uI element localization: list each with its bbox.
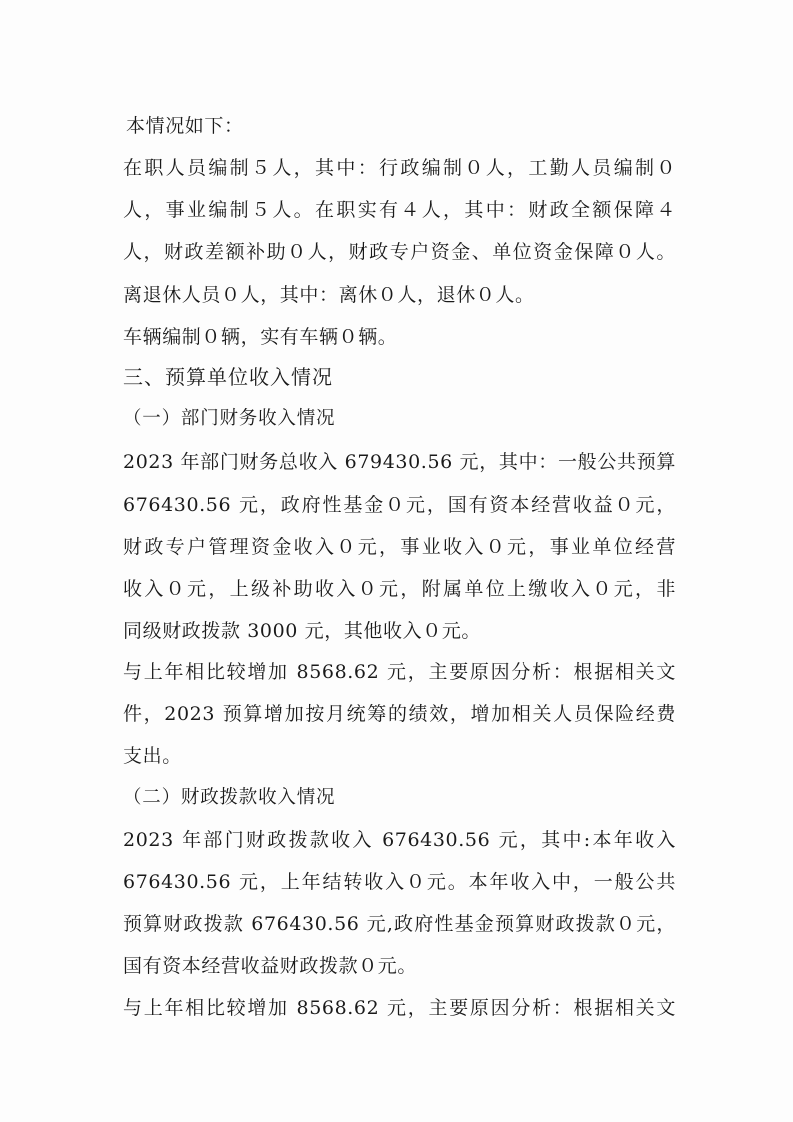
paragraph-line: 支出。	[123, 745, 182, 767]
paragraph-line: 财政专户管理资金收入０元，事业收入０元，事业单位经营	[123, 536, 676, 558]
paragraph-line: 人，事业编制５人。在职实有４人，其中：财政全额保障４	[123, 199, 676, 221]
paragraph-line: 2023 年部门财务总收入 679430.56 元，其中：一般公共预算	[123, 451, 676, 473]
paragraph-line: 件，2023 预算增加按月统筹的绩效，增加相关人员保险经费	[123, 703, 676, 725]
paragraph-line: 在职人员编制５人，其中：行政编制０人，工勤人员编制０	[123, 157, 676, 179]
subsection-heading: （二）财政拨款收入情况	[123, 787, 336, 808]
paragraph-line: 与上年相比较增加 8568.62 元，主要原因分析：根据相关文	[123, 661, 676, 683]
paragraph-line: 同级财政拨款 3000 元，其他收入０元。	[123, 620, 482, 642]
paragraph-line: 国有资本经营收益财政拨款０元。	[123, 955, 418, 977]
paragraph-line: 预算财政拨款 676430.56 元,政府性基金预算财政拨款０元，	[123, 913, 676, 935]
paragraph-line: 收入０元，上级补助收入０元，附属单位上缴收入０元，非	[123, 578, 676, 600]
paragraph-line: 与上年相比较增加 8568.62 元，主要原因分析：根据相关文	[123, 997, 676, 1019]
section-heading: 三、预算单位收入情况	[123, 365, 333, 389]
paragraph-line: 人，财政差额补助０人，财政专户资金、单位资金保障０人。	[123, 241, 676, 263]
paragraph-line: 2023 年部门财政拨款收入 676430.56 元，其中:本年收入	[123, 829, 676, 851]
paragraph-line: 离退休人员０人，其中：离休０人，退休０人。	[123, 284, 535, 306]
paragraph-line: 676430.56 元，政府性基金０元，国有资本经营收益０元，	[123, 494, 676, 516]
paragraph-line: 676430.56 元，上年结转收入０元。本年收入中，一般公共	[123, 871, 676, 893]
subsection-heading: （一）部门财务收入情况	[123, 408, 336, 429]
paragraph-line: 本情况如下：	[126, 115, 244, 137]
paragraph-line: 车辆编制０辆，实有车辆０辆。	[123, 326, 398, 348]
